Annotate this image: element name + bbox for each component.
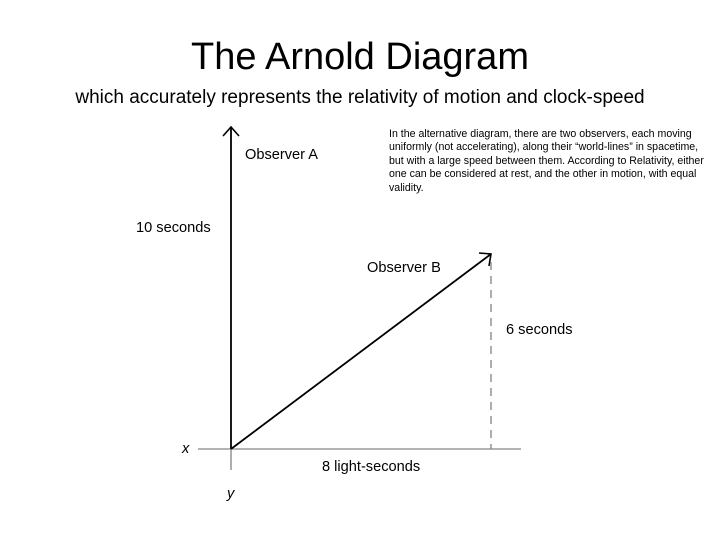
y-axis-label: y bbox=[227, 486, 235, 502]
diagram-title: The Arnold Diagram bbox=[191, 36, 529, 78]
distance-label: 8 light-seconds bbox=[322, 459, 421, 475]
observer-a-label: Observer A bbox=[245, 147, 318, 163]
diagram-subtitle: which accurately represents the relativity of motion and clock-speed bbox=[75, 87, 645, 108]
explanation-note: In the alternative diagram, there are two observers, each moving uniformly (not accelerating), along their “world-lines” in spacetime, but with a large speed between them. According to Relativity, either one can be considered at rest, and the other in motion, with equal validity. bbox=[389, 128, 704, 194]
observer-b-worldline bbox=[231, 254, 491, 449]
observer-b-label: Observer B bbox=[367, 260, 441, 276]
observer-a-time-label: 10 seconds bbox=[136, 220, 211, 236]
observer-b-time-label: 6 seconds bbox=[506, 322, 573, 338]
x-axis-label: x bbox=[182, 441, 190, 457]
